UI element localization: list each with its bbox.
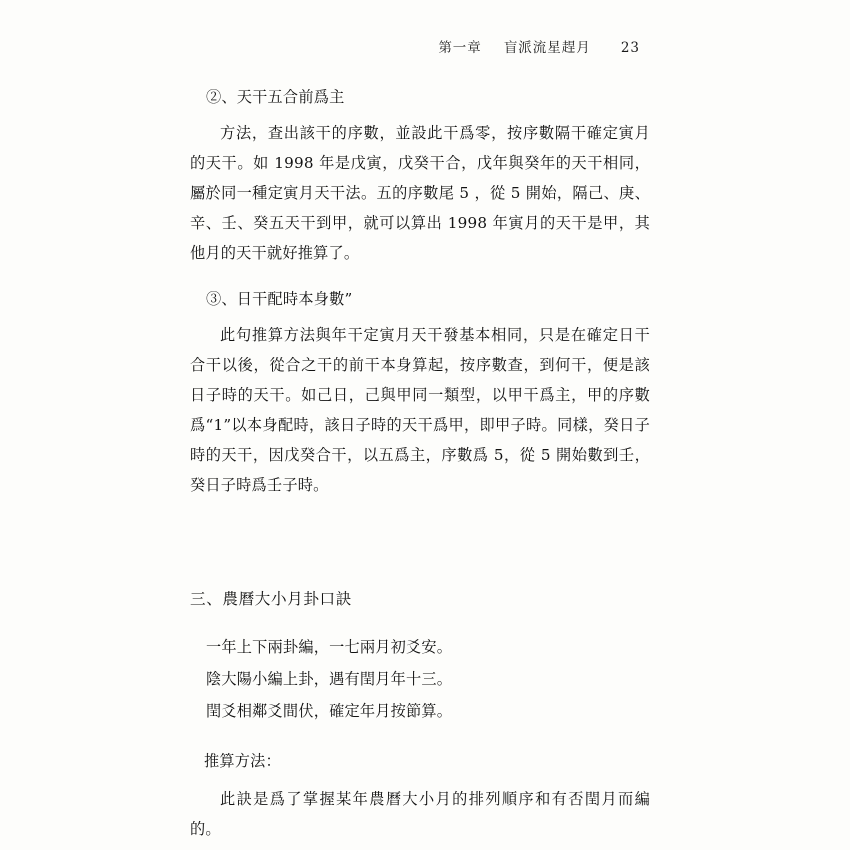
running-head xyxy=(190,36,650,56)
paragraph-method-2: 此句推算方法與年干定寅月天干發基本相同，只是在確定日干合干以後，從合之干的前干本身算起，按序數查，到何干，便是該日子時的天干。如己日，己與甲同一類型，以甲干爲主，甲的序數爲“1”以本身配時，該日子時的天干爲甲，即甲子時。同樣，癸日子時的天干，因戊癸合干，以五爲主，序數爲 5，從 5 開始數到壬，癸日子時爲壬子時。 xyxy=(190,326,650,494)
label-calculation-method: 推算方法： xyxy=(204,752,281,770)
verse-line-3: 閏爻相鄰爻間伏，確定年月按節算。 xyxy=(206,702,453,720)
verse-line-2: 陰大陽小編上卦，遇有閏月年十三。 xyxy=(206,670,453,688)
subheading-2: ②、天干五合前爲主 xyxy=(206,88,345,106)
section-title: 三、農曆大小月卦口訣 xyxy=(190,590,352,608)
page-number: 23 xyxy=(620,40,640,56)
page-content xyxy=(190,36,650,850)
running-head-chapter: 第一章 xyxy=(438,40,482,56)
paragraph-explanation: 此訣是爲了掌握某年農曆大小月的排列順序和有否閏月而編的。 xyxy=(190,790,650,838)
running-head-title: 盲派流星趕月 xyxy=(503,40,591,56)
subheading-3: ③、日干配時本身數” xyxy=(206,290,353,308)
paragraph-method-1: 方法，查出該干的序數，並設此干爲零，按序數隔干確定寅月的天干。如 1998 年是戊寅，戊癸干合，戊年與癸年的天干相同，屬於同一種定寅月天干法。五的序數尾 5 ，從 5 開始，隔己、庚、辛、壬、癸五天干到甲，就可以算出 1998 年寅月的天干是甲，其他月的天干就好推算了。 xyxy=(190,124,650,262)
section-spacer xyxy=(190,506,650,532)
verse-line-1: 一年上下兩卦編，一七兩月初爻安。 xyxy=(206,638,453,656)
